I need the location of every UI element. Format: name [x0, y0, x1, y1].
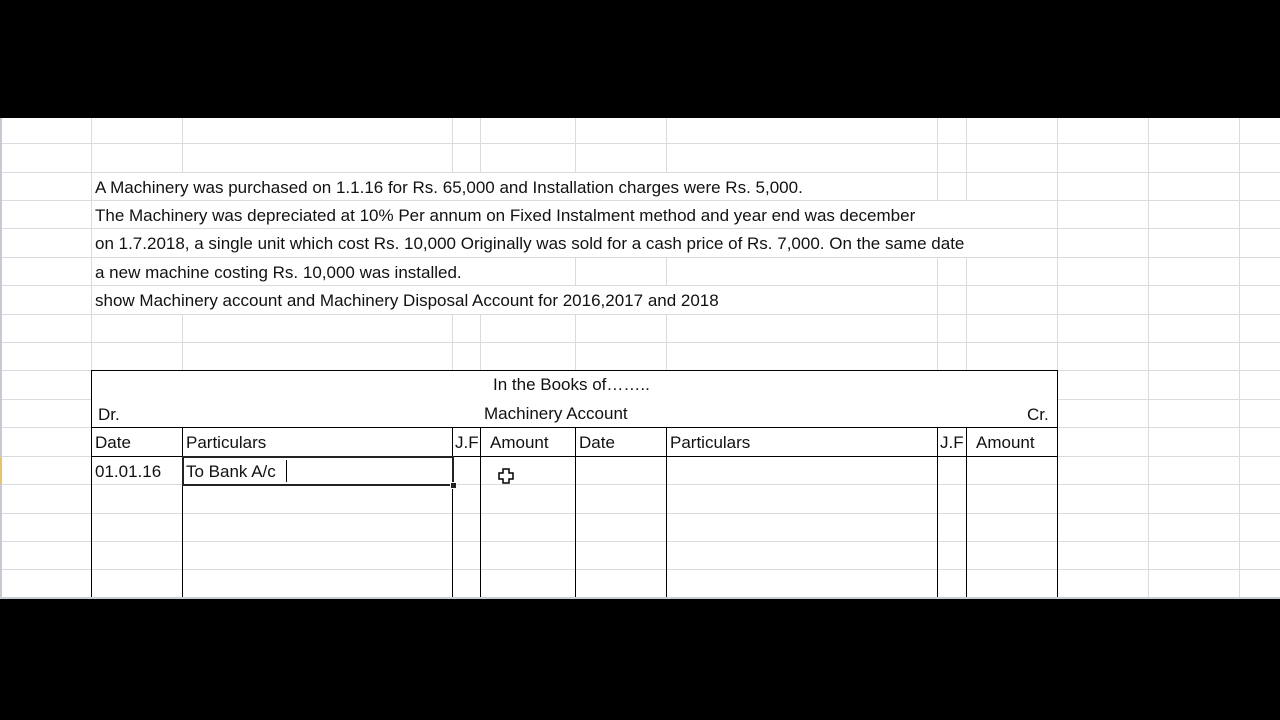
- header-cr-amount: Amount: [976, 433, 1035, 452]
- gridline: [0, 569, 1280, 570]
- header-dr-jf: J.F: [455, 433, 479, 452]
- text-caret: [286, 460, 287, 482]
- active-row-indicator: [0, 457, 2, 484]
- problem-line-3: on 1.7.2018, a single unit which cost Rs. 10,000 Originally was sold for a cash price of Rs. 7,000. On the same date: [95, 234, 965, 253]
- header-dr-particulars: Particulars: [186, 433, 267, 452]
- header-cr-particulars: Particulars: [670, 433, 751, 452]
- gridline: [1148, 118, 1149, 599]
- row-header-edge: [0, 118, 2, 599]
- gridline: [0, 314, 1280, 315]
- cr-label: Cr.: [1027, 405, 1049, 424]
- problem-line-2: The Machinery was depreciated at 10% Per annum on Fixed Instalment method and year end was december: [95, 206, 916, 225]
- header-dr-amount: Amount: [490, 433, 549, 452]
- account-title: Machinery Account: [484, 404, 628, 423]
- sheet-bottom-edge: [0, 597, 1280, 599]
- problem-line-4: a new machine costing Rs. 10,000 was installed.: [95, 263, 462, 282]
- fill-handle[interactable]: [450, 482, 457, 489]
- gridline: [0, 541, 1280, 542]
- excel-cross-cursor-icon: [498, 468, 514, 484]
- problem-line-1: A Machinery was purchased on 1.1.16 for Rs. 65,000 and Installation charges were Rs. 5,000.: [95, 178, 803, 197]
- gridline: [1239, 118, 1240, 599]
- gridline: [0, 513, 1280, 514]
- books-title: In the Books of……..: [493, 375, 650, 394]
- header-cr-jf: J.F: [940, 433, 964, 452]
- row-dr-date[interactable]: 01.01.16: [95, 462, 162, 481]
- gridline: [0, 143, 1280, 144]
- header-dr-date: Date: [95, 433, 131, 452]
- gridline: [0, 342, 1280, 343]
- dr-label: Dr.: [98, 405, 120, 424]
- header-cr-date: Date: [579, 433, 615, 452]
- row-dr-particulars[interactable]: To Bank A/c: [186, 462, 276, 481]
- spreadsheet-grid[interactable]: [0, 118, 1280, 599]
- problem-line-5: show Machinery account and Machinery Disposal Account for 2016,2017 and 2018: [95, 291, 719, 310]
